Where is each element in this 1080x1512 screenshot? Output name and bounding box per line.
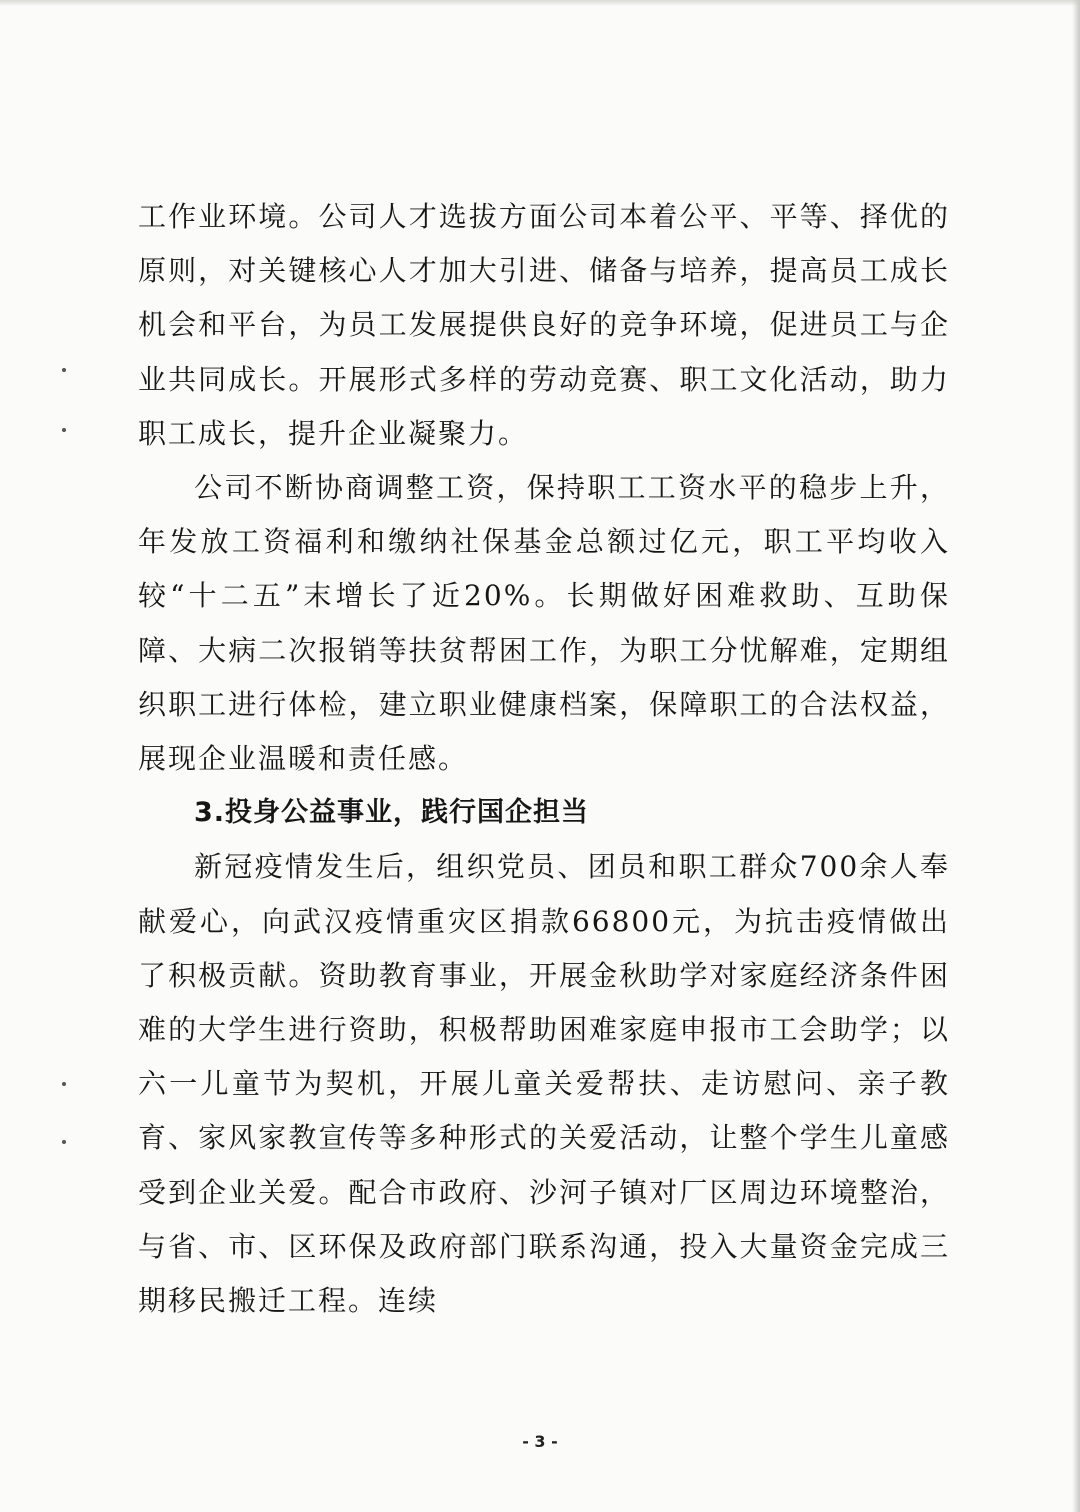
page-number: - 3 - <box>522 1432 558 1451</box>
binding-mark <box>62 368 66 372</box>
binding-mark <box>62 1082 66 1086</box>
paragraph-public-welfare: 新冠疫情发生后，组织党员、团员和职工群众700余人奉献爱心，向武汉疫情重灾区捐款66800元，为抗击疫情做出了积极贡献。资助教育事业，开展金秋助学对家庭经济条件困难的大学生进行资助，积极帮助困难家庭申报市工会助学；以六一儿童节为契机，开展儿童关爱帮扶、走访慰问、亲子教育、家风家教宣传等多种形式的关爱活动，让整个学生儿童感受到企业关爱。配合市政府、沙河子镇对厂区周边环境整治，与省、市、区环保及政府部门联系沟通，投入大量资金完成三期移民搬迁工程。连续 <box>138 850 950 1318</box>
section-heading: 3.投身公益事业，践行国企担当 <box>194 797 590 829</box>
binding-mark <box>62 1140 66 1144</box>
binding-mark <box>62 428 66 432</box>
document-body <box>138 190 950 1328</box>
scan-top-edge <box>0 0 1080 6</box>
paragraph-wages: 公司不断协商调整工资，保持职工工资水平的稳步上升，年发放工资福利和缴纳社保基金总额过亿元，职工平均收入较“十二五”末增长了近20%。长期做好困难救助、互助保障、大病二次报销等扶贫帮困工作，为职工分忧解难，定期组织职工进行体检，建立职业健康档案，保障职工的合法权益，展现企业温暖和责任感。 <box>138 471 950 776</box>
scan-right-edge <box>1072 0 1080 1512</box>
paragraph-continuation: 工作业环境。公司人才选拔方面公司本着公平、平等、择优的原则，对关键核心人才加大引进、储备与培养，提高员工成长机会和平台，为员工发展提供良好的竞争环境，促进员工与企业共同成长。开展形式多样的劳动竞赛、职工文化活动，助力职工成长，提升企业凝聚力。 <box>138 200 950 450</box>
